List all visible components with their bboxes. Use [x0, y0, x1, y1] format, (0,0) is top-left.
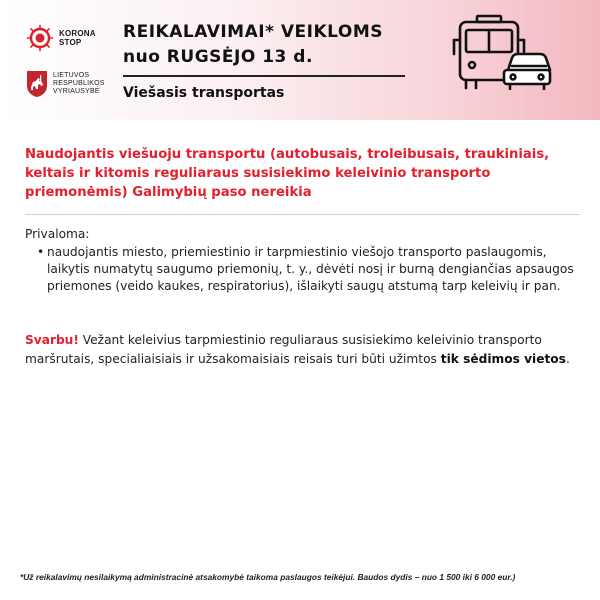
important-text: Vežant keleivius tarpmiestinio reguliaraus susisiekimo keleivinio transporto maršrutais, specialiaisiais ir užsakomaisiais reisais turi būti užimtos — [25, 333, 542, 366]
government-logo — [26, 70, 105, 98]
government-text — [53, 72, 105, 96]
requirements-list — [25, 244, 585, 295]
important-note — [25, 331, 585, 369]
title-divider — [123, 75, 405, 77]
lead-statement: Naudojantis viešuoju transportu (autobusais, troleibusais, traukiniais, keltais ir kitomis reguliaraus susisiekimo keleivinio transporto priemonėmis) Galimybių paso nereikia — [25, 147, 550, 200]
important-end: . — [565, 352, 570, 366]
korona-virus-icon — [26, 24, 54, 52]
requirements-section — [25, 226, 585, 295]
page-title: REIKALAVIMAI* VEIKLOMS — [123, 22, 383, 42]
section-divider — [25, 214, 580, 215]
requirements-heading: Privaloma: — [25, 227, 90, 241]
lrv-line3: VYRIAUSYBĖ — [53, 88, 100, 95]
effective-date: nuo RUGSĖJO 13 d. — [123, 47, 313, 67]
korona-line1: KORONA — [59, 29, 96, 38]
korona-stop-text — [59, 29, 96, 47]
bus-and-car-icon — [452, 14, 552, 90]
important-emphasis: tik sėdimos vietos — [440, 352, 566, 366]
lrv-line1: LIETUVOS — [53, 72, 90, 79]
important-label: Svarbu! — [25, 333, 79, 347]
list-item: • naudojantis miesto, priemiestinio ir tarpmiestinio viešojo transporto paslaugomis, laikytis numatytų saugumo priemonių, t. y., dėvėti nosį ir burną dengiančias apsaugos priemones (veido kaukes, respiratorius), išlaikyti saugų atstumą tarp keleivių ir pan. — [37, 244, 585, 295]
lrv-line2: RESPUBLIKOS — [53, 80, 105, 87]
vytis-shield-icon — [26, 70, 48, 98]
page-subtitle: Viešasis transportas — [123, 85, 285, 101]
korona-stop-logo — [26, 24, 96, 52]
title-block — [123, 22, 405, 101]
header-banner — [0, 0, 600, 120]
korona-line2: STOP — [59, 38, 82, 47]
footnote: *Už reikalavimų nesilaikymą administracinė atsakomybė taikoma paslaugos teikėjui. Baudos dydis – nuo 1 500 iki 6 000 eur.) — [20, 572, 516, 582]
